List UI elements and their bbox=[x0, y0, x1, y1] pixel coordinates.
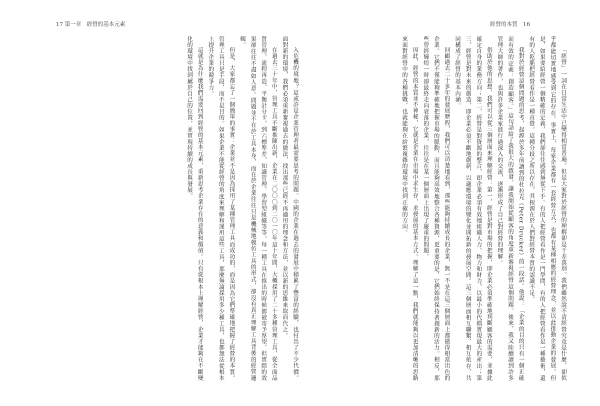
right-paragraph-2: 我對於經營這個問題的思考，起源於多年前讀到的杜拉克（Peter Drucker）的一段話。他說：「企業的目的只有一個正確而有效的定義：創造顧客。」這句話給了我很大的啟發，讓我開始從顧客的角度重新審視經營這個問題。後來，我又陸續讀到許多管理大師的著作，也與許多企業家進行過深入的交流，逐漸形成了自己對經營的理解。 bbox=[496, 36, 524, 381]
left-paragraph-3: 但是，大家都忘了一個簡單的事實：企業並不是因為採用了某種管理工具而成功的，而是因為它們準確地把握了經營的本質。管理工具只是手段，而不是目的。如果企業不能從經營的角度來理解和運用這些工具，那麼無論採用多少種工具，也都無法從根本上提升企業的競爭力。 bbox=[207, 36, 235, 381]
left-paragraph-1: 入危機的境地？這或許是企業管理者最需要思考的問題。中國的企業在過去的發展中積累了豐富的經驗，也付出了不少代價。面對新的環境，我們必須重新審視過去的做法，找出那些已經不再適用的理念和方法，並以新的思維來取而代之。 bbox=[281, 36, 298, 381]
right-paragraph-4: 回顧過去二十多年的發展歷程，我們可以清楚地看到，那些能夠持續成長的企業，無一不是在這三個層面上都做得相當出色的企業。它們不僅能夠準確地把握市場的脈動，而且能夠高效地整合各種資源，更重要的是，它們始終保持著創新的活力。相反，那些曾經輝煌一時卻最終走向衰落的企業，往往是在某一個層面上出現了嚴重的問題。 bbox=[422, 36, 450, 381]
left-page bbox=[58, 36, 300, 381]
right-paragraph-1: 「經營」一詞在日常生活中已變得相當普遍，但是大家對於經營的理解卻是千差萬別。我們雖然說不清經營究竟是什麼，卻似乎都能切實地感受到它的存在。事實上，每家企業都有一套經營方式，也都有某種相應的經營理念，並以此推動企業的發展。但是，如果要給經營一個精確的定義，我們卻往往感到無從下手。有的人把經營看作是一門學問，有的人把經營看作是一種藝術，還有的人乾脆把經營看作是一種直覺。這種分歧之所以存在，其根源在於人們對經營本質的認識不足。 bbox=[528, 36, 566, 381]
left-paragraph-4: 這就是為什麼我們需要回到經營的基本元素，重新思考企業存在的意義和價值。只有從根本上理解經營，企業才能夠在不斷變化的環境中找到屬於自己的位置，並實現持續的成長與發展。 bbox=[186, 36, 203, 381]
left-page-text bbox=[58, 36, 300, 381]
right-page-text bbox=[318, 36, 568, 381]
right-page bbox=[318, 36, 568, 381]
running-header-left: 17 第一章 經營的基本元素 bbox=[56, 22, 126, 28]
left-paragraph-2: 在過去三十年中，管理工具不斷推陳出新，企業在二〇〇〇到二〇一〇年這十年間，大概採用了二十多種管理工具，從全面品質管理、流程再造、平衡計分卡，到六標準差、知識管理、學習型組織等等。每一種工具在推出的時候都被寄予厚望，但實際的效果卻往往不盡如人意。問題並不在於工具本身，而在於企業往往只是機械地模仿工具的形式，卻沒有真正理解工具背後的經營邏輯。 bbox=[239, 36, 277, 381]
running-header-right: 經營的本質 16 bbox=[490, 22, 530, 28]
right-paragraph-3: 借助於他的思想，我們可以從三個層面來理解經營：第一，經營是對市場的把握，即企業必須準確地判斷顧客的需要，並據此確定自身的業務方向；第二，經營是對資源的整合，即企業必須有效地組織人力、物力和財力，以最小的代價實現最大的產出；第三，經營是對未來的創造，即企業必須不斷地創新，以適應環境的變化並開拓新的發展空間。這三個層面相互聯繫、相互依存，共同構成了經營的基本內涵。 bbox=[454, 36, 492, 381]
right-paragraph-5: 因此，經營的本質並不神秘，它就是企業在市場中求生存、求發展的基本方式。理解了這一點，我們就能夠以更加清晰的思路來面對經營中的各種挑戰，也就能夠在紛繁複雜的環境中找到正確的方向。 bbox=[401, 36, 418, 381]
